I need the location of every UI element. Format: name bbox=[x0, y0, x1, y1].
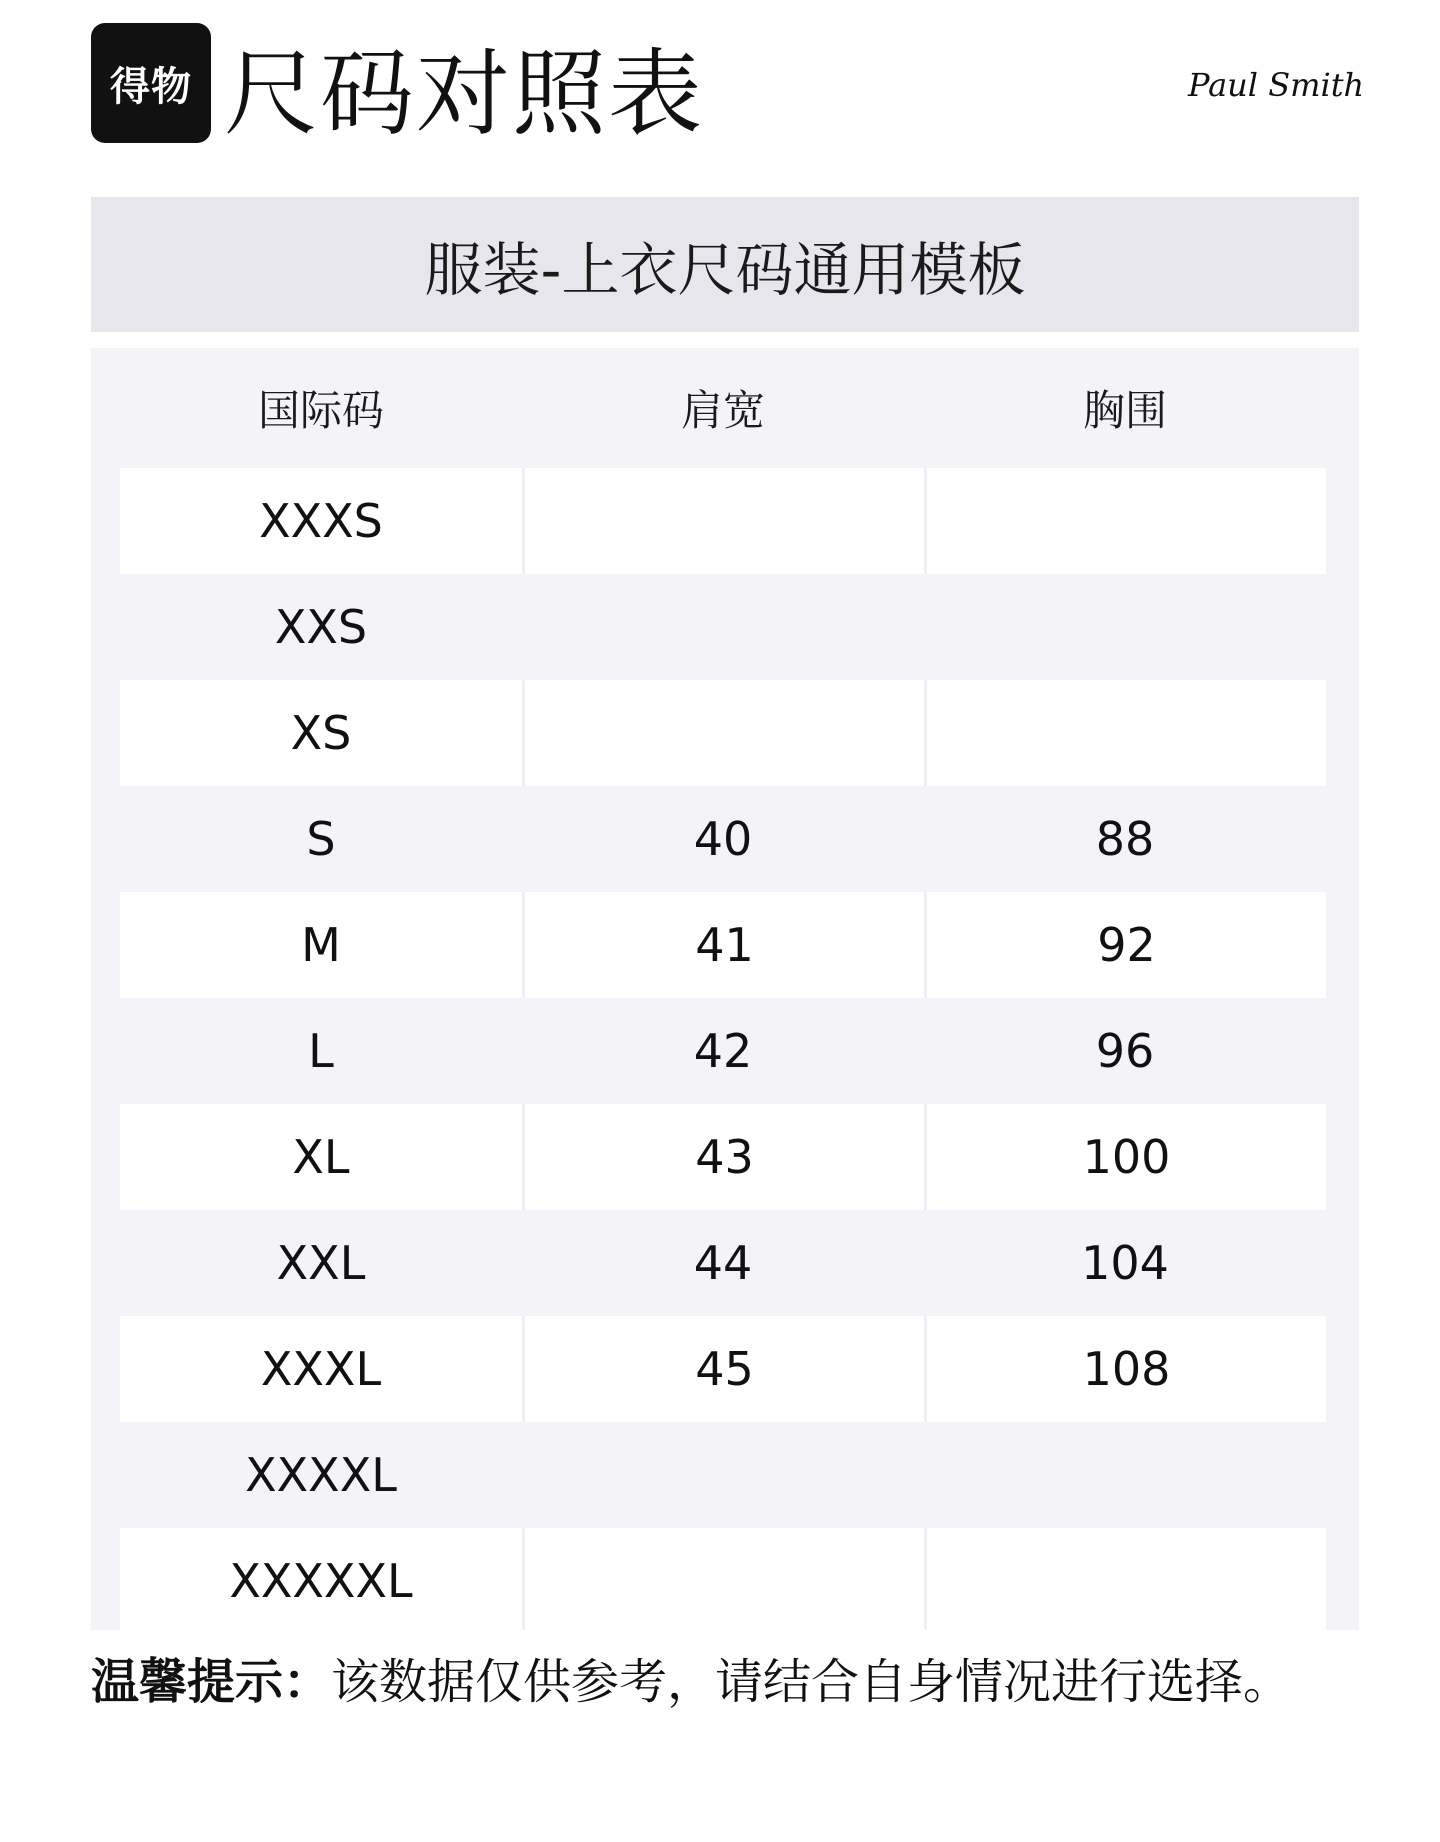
template-banner bbox=[91, 197, 1359, 332]
brand-signature-logo: Paul Smith bbox=[1188, 66, 1365, 104]
column-header-size: 国际码 bbox=[257, 386, 384, 435]
size-cell: XXXXL bbox=[245, 1448, 397, 1502]
template-title: 服装-上衣尺码通用模板 bbox=[424, 235, 1026, 304]
table-row bbox=[120, 998, 1326, 1104]
table-header-row bbox=[120, 348, 1326, 468]
size-cell: L bbox=[308, 1024, 334, 1078]
size-cell: S bbox=[306, 812, 336, 866]
chest-cell bbox=[924, 1422, 1326, 1528]
tip-label: 温馨提示： bbox=[91, 1654, 332, 1710]
footer-tip bbox=[91, 1650, 1391, 1714]
logo-text: 得物 bbox=[110, 63, 192, 110]
table-row bbox=[120, 1316, 1326, 1422]
size-cell: XXXXXL bbox=[120, 1528, 522, 1630]
size-cell: XXXL bbox=[120, 1316, 522, 1422]
shoulder-cell: 41 bbox=[522, 892, 924, 998]
chest-cell bbox=[924, 680, 1326, 786]
chest-cell: 104 bbox=[1081, 1236, 1169, 1290]
chest-cell: 92 bbox=[924, 892, 1326, 998]
table-row bbox=[120, 1210, 1326, 1316]
shoulder-cell bbox=[522, 468, 924, 574]
shoulder-cell: 44 bbox=[693, 1236, 753, 1290]
table-row bbox=[120, 574, 1326, 680]
table-row bbox=[120, 468, 1326, 574]
table-row bbox=[120, 786, 1326, 892]
chest-cell: 96 bbox=[1095, 1024, 1155, 1078]
size-cell: M bbox=[120, 892, 522, 998]
table-row bbox=[120, 1422, 1326, 1528]
chest-cell bbox=[924, 1528, 1326, 1630]
shoulder-cell bbox=[522, 574, 924, 680]
tip-text: 该数据仅供参考，请结合自身情况进行选择。 bbox=[331, 1654, 1292, 1710]
table-body bbox=[120, 468, 1326, 1630]
size-cell: XS bbox=[120, 680, 522, 786]
shoulder-cell: 40 bbox=[693, 812, 753, 866]
chest-cell: 88 bbox=[1095, 812, 1155, 866]
shoulder-cell bbox=[522, 680, 924, 786]
shoulder-cell bbox=[522, 1528, 924, 1630]
table-row bbox=[120, 892, 1326, 998]
size-cell: XXL bbox=[276, 1236, 366, 1290]
page-header bbox=[0, 0, 1440, 180]
table-row bbox=[120, 680, 1326, 786]
table-row bbox=[120, 1104, 1326, 1210]
shoulder-cell: 42 bbox=[693, 1024, 753, 1078]
table-row bbox=[120, 1528, 1326, 1630]
size-cell: XXS bbox=[274, 600, 368, 654]
chest-cell: 100 bbox=[924, 1104, 1326, 1210]
chest-cell bbox=[924, 574, 1326, 680]
size-table bbox=[91, 348, 1359, 1630]
app-logo bbox=[91, 23, 211, 143]
column-header-chest: 胸围 bbox=[1082, 386, 1167, 435]
chest-cell: 108 bbox=[924, 1316, 1326, 1422]
column-header-shoulder: 肩宽 bbox=[680, 386, 765, 435]
size-cell: XL bbox=[120, 1104, 522, 1210]
shoulder-cell: 43 bbox=[522, 1104, 924, 1210]
shoulder-cell: 45 bbox=[522, 1316, 924, 1422]
chest-cell bbox=[924, 468, 1326, 574]
shoulder-cell bbox=[522, 1422, 924, 1528]
page-title: 尺码对照表 bbox=[224, 40, 705, 149]
size-cell: XXXS bbox=[120, 468, 522, 574]
